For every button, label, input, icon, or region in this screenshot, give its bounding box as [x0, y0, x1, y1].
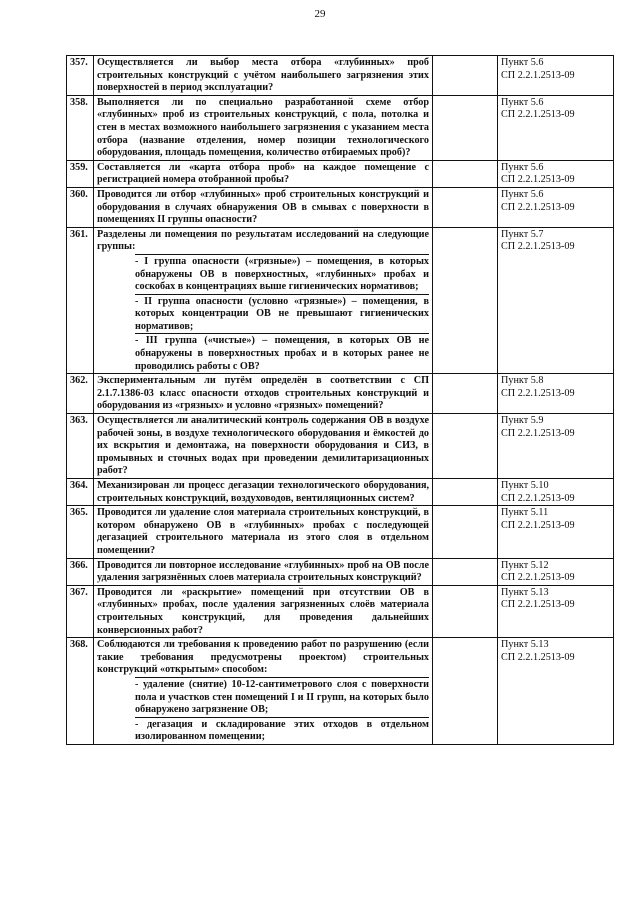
item-number: 357. [67, 56, 94, 96]
reference-line: СП 2.2.1.2513-09 [501, 651, 575, 663]
sub-item: - дегазация и складирование этих отходов в отдельном изолированном помещении; [135, 718, 429, 743]
sub-item: - I группа опасности («грязные») – помещения, в которых обнаружены ОВ в поверхностных, «глубинных» пробах и соскобах в концентрациях выше гигиенических нормативов; [135, 255, 429, 293]
reference-cell [498, 160, 614, 187]
reference-line: Пункт 5.9 [501, 415, 544, 427]
answer-cell[interactable] [433, 558, 498, 585]
reference-line: Пункт 5.11 [501, 507, 549, 519]
item-number: 367. [67, 585, 94, 637]
answer-cell[interactable] [433, 227, 498, 374]
reference-line: Пункт 5.6 [501, 188, 544, 200]
item-number: 362. [67, 374, 94, 414]
reference-cell [498, 585, 614, 637]
question-cell [94, 227, 433, 374]
reference-line: Пункт 5.12 [501, 559, 549, 571]
answer-cell[interactable] [433, 187, 498, 227]
answer-cell[interactable] [433, 479, 498, 506]
checklist-row [67, 227, 614, 374]
answer-cell[interactable] [433, 160, 498, 187]
reference-line: СП 2.2.1.2513-09 [501, 174, 575, 186]
reference-line: СП 2.2.1.2513-09 [501, 599, 575, 611]
reference-line: СП 2.2.1.2513-09 [501, 109, 575, 121]
question-text: Составляется ли «карта отбора проб» на каждое помещение с регистрацией номера отобранной пробы? [97, 161, 429, 186]
checklist-row [67, 187, 614, 227]
checklist-body [67, 56, 614, 745]
reference-cell [498, 56, 614, 96]
checklist-row [67, 374, 614, 414]
question-cell [94, 160, 433, 187]
answer-cell[interactable] [433, 506, 498, 558]
question-cell [94, 374, 433, 414]
reference-line: СП 2.2.1.2513-09 [501, 519, 575, 531]
item-number: 358. [67, 95, 94, 160]
reference-line: Пункт 5.6 [501, 96, 544, 108]
sub-item: - удаление (снятие) 10-12-сантиметрового слоя с поверхности пола и участков стен помещений I и II групп, на которых было обнаружено загрязнение ОВ; [135, 678, 429, 716]
reference-line: Пункт 5.6 [501, 161, 544, 173]
sub-item: - III группа («чистые») – помещения, в которых ОВ не обнаружены в поверхностных пробах и в которых ранее не проводились работы с ОВ? [135, 335, 429, 372]
question-cell [94, 638, 433, 745]
reference-cell [498, 414, 614, 479]
answer-cell[interactable] [433, 585, 498, 637]
item-number: 359. [67, 160, 94, 187]
question-text: Разделены ли помещения по результатам исследований на следующие группы: [97, 228, 429, 253]
reference-cell [498, 638, 614, 745]
question-cell [94, 506, 433, 558]
checklist-row [67, 160, 614, 187]
item-number: 360. [67, 187, 94, 227]
item-number: 368. [67, 638, 94, 745]
question-text: Проводится ли отбор «глубинных» проб строительных конструкций и оборудования в случаях обнаружения ОВ в смывах с поверхности в помещениях II группы опасности? [97, 188, 429, 226]
checklist-table [66, 55, 614, 745]
question-cell [94, 56, 433, 96]
question-text: Проводится ли удаление слоя материала строительных конструкций, в котором обнаружено ОВ в «глубинных» пробах с последующей дегазацией строительного материала из этого слоя в отдельном помещении? [97, 507, 429, 556]
question-cell [94, 558, 433, 585]
reference-line: Пункт 5.13 [501, 639, 549, 651]
checklist-row [67, 558, 614, 585]
reference-cell [498, 558, 614, 585]
answer-cell[interactable] [433, 414, 498, 479]
reference-line: СП 2.2.1.2513-09 [501, 387, 575, 399]
reference-line: Пункт 5.6 [501, 57, 544, 68]
reference-line: СП 2.2.1.2513-09 [501, 241, 575, 253]
checklist-row [67, 506, 614, 558]
checklist-row [67, 95, 614, 160]
reference-line: Пункт 5.13 [501, 586, 549, 598]
answer-cell[interactable] [433, 638, 498, 745]
reference-cell [498, 506, 614, 558]
answer-cell[interactable] [433, 374, 498, 414]
checklist-row [67, 56, 614, 96]
question-cell [94, 187, 433, 227]
reference-cell [498, 227, 614, 374]
answer-cell[interactable] [433, 56, 498, 96]
reference-line: СП 2.2.1.2513-09 [501, 572, 575, 584]
item-number: 364. [67, 479, 94, 506]
reference-line: Пункт 5.8 [501, 375, 544, 387]
question-cell [94, 479, 433, 506]
reference-line: СП 2.2.1.2513-09 [501, 492, 575, 504]
question-text: Проводится ли «раскрытие» помещений при отсутствии ОВ в «глубинных» пробах, после удаления загрязненных слоёв материала строительных конструкций, для проведения дальнейших конверсионных работ? [97, 586, 429, 636]
reference-line: СП 2.2.1.2513-09 [501, 69, 575, 81]
reference-cell [498, 374, 614, 414]
page-number: 29 [314, 8, 326, 20]
question-text: Осуществляется ли аналитический контроль содержания ОВ в воздухе рабочей зоны, в воздухе технологического оборудования и ёмкостей до их вскрытия и демонтажа, на поверхности оборудования и СИЗ, в промывных и сточных водах при проведении демилитаризационных работ? [97, 415, 429, 477]
checklist-row [67, 479, 614, 506]
reference-line: Пункт 5.7 [501, 228, 544, 240]
question-text: Проводится ли повторное исследование «глубинных» проб на ОВ после удаления загрязнённых слоев материала строительных конструкций? [97, 559, 429, 584]
question-text: Выполняется ли по специально разработанной схеме отбор «глубинных» проб из строительных конструкций, с пола, потолка и стен в местах возможного наибольшего загрязнения с указанием места отбора (название отделения, номер позиции технологического оборудования, площадь помещения, количество отбираемых проб)? [97, 96, 429, 159]
item-number: 366. [67, 558, 94, 585]
item-number: 361. [67, 227, 94, 374]
checklist-row [67, 414, 614, 479]
reference-cell [498, 479, 614, 506]
item-number: 363. [67, 414, 94, 479]
reference-cell [498, 187, 614, 227]
question-cell [94, 414, 433, 479]
answer-cell[interactable] [433, 95, 498, 160]
question-text: Соблюдаются ли требования к проведению работ по разрушению (если такие требования предусмотрены проектом) строительных конструкций «открытым» способом: [97, 639, 429, 676]
question-text: Осуществляется ли выбор места отбора «глубинных» проб строительных конструкций с учётом наибольшего загрязнения этих поверхностей в период эксплуатации? [97, 57, 429, 94]
question-cell [94, 585, 433, 637]
reference-line: СП 2.2.1.2513-09 [501, 427, 575, 439]
checklist-row [67, 585, 614, 637]
reference-line: Пункт 5.10 [501, 480, 549, 491]
question-text: Экспериментальным ли путём определён в соответствии с СП 2.1.7.1386-03 класс опасности отходов строительных конструкций и оборудования из «грязных» и условно «грязных» помещений? [97, 375, 429, 412]
item-number: 365. [67, 506, 94, 558]
reference-line: СП 2.2.1.2513-09 [501, 201, 575, 213]
sub-item: - II группа опасности (условно «грязные») – помещения, в которых концентрации ОВ не превышают гигиенических нормативов; [135, 295, 429, 332]
reference-cell [498, 95, 614, 160]
checklist-row [67, 638, 614, 745]
question-cell [94, 95, 433, 160]
question-text: Механизирован ли процесс дегазации технологического оборудования, строительных конструкций, воздуховодов, вентиляционных систем? [97, 480, 429, 504]
